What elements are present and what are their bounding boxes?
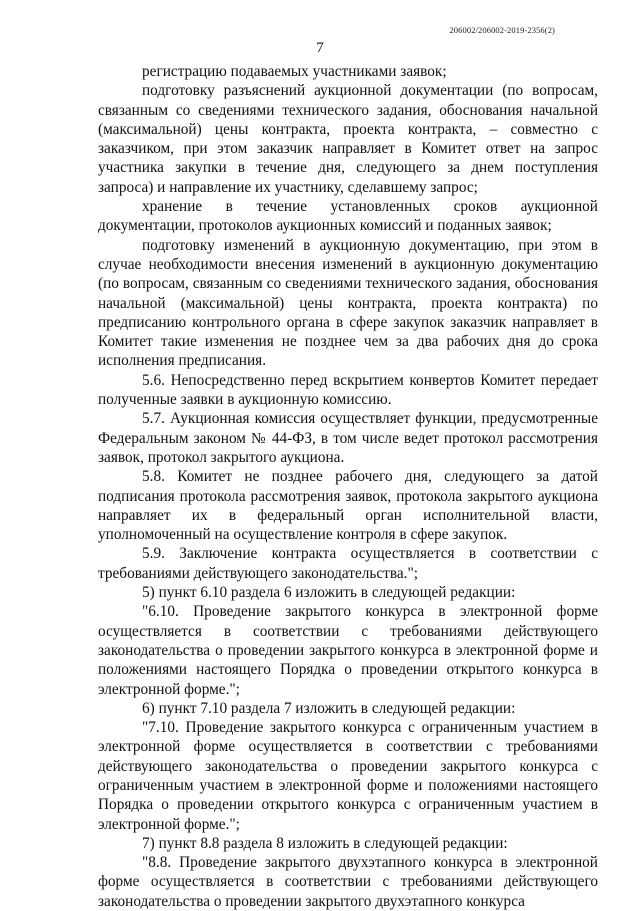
paragraph-clarifications: подготовку разъяснений аукционной документации (по вопросам, связанным со сведениями технического задания, обоснования начальной (максимальной) цены контракта, проекта контракта, – совместно с заказчиком, при этом заказчик направляет в Комитет ответ на запрос участника закупки в течение дня, следующего за днем поступления запроса) и направление их участнику, сделавшему запрос; (98, 82, 598, 196)
paragraph-5-9: 5.9. Заключение контракта осуществляется в соответствии с требованиями действующего законодательства."; (98, 545, 598, 582)
paragraph-5-8: 5.8. Комитет не позднее рабочего дня, следующего за датой подписания протокола рассмотрения заявок, протокола закрытого аукциона направляет их в федеральный орган исполнительной власти, уполномоченный на осуществление контроля в сфере закупок. (98, 468, 598, 544)
page-number: 7 (316, 40, 324, 56)
paragraph-amendments: подготовку изменений в аукционную документацию, при этом в случае необходимости внесения изменений в аукционную документацию (по вопросам, связанным со сведениями технического задания, обоснования начальной (максимальной) цены контракта, проекта контракта) по предписанию контрольного органа в сфере закупок заказчик направляет в Комитет такие изменения не позднее чем за два рабочих дня до срока исполнения предписания. (98, 236, 598, 370)
paragraph-item-5: 5) пункт 6.10 раздела 6 изложить в следующей редакции: (142, 584, 516, 602)
paragraph-5-7: 5.7. Аукционная комиссия осуществляет функции, предусмотренные Федеральным законом № 44-ФЗ, в том числе ведет протокол рассмотрения заявок, протокол закрытого аукциона. (98, 410, 598, 466)
paragraph-registration: регистрацию подаваемых участниками заявок; (142, 63, 447, 80)
document-body (98, 62, 598, 911)
document-number: 206002/206002-2019-2356(2) (449, 25, 555, 35)
paragraph-6-10: "6.10. Проведение закрытого конкурса в электронной форме осуществляется в соответствии с требованиями действующего законодательства о проведении закрытого конкурса в электронной форме и положениями настоящего Порядка о проведении открытого конкурса в электронной форме."; (98, 603, 598, 698)
paragraph-7-10: "7.10. Проведение закрытого конкурса с ограниченным участием в электронной форме осуществляется в соответствии с требованиями действующего законодательства о проведении закрытого конкурса с ограниченным участием в электронной форме и положениями настоящего Порядка о проведении открытого конкурса с ограниченным участием в электронной форме."; (98, 719, 598, 833)
paragraph-storage: хранение в течение установленных сроков аукционной документации, протоколов аукционных комиссий и поданных заявок; (98, 198, 598, 235)
paragraph-item-6: 6) пункт 7.10 раздела 7 изложить в следующей редакции: (142, 699, 516, 717)
paragraph-item-7: 7) пункт 8.8 раздела 8 изложить в следующей редакции: (142, 834, 508, 852)
paragraph-8-8: "8.8. Проведение закрытого двухэтапного конкурса в электронной форме осуществляется в соответствии с требованиями действующего законодательства о проведении закрытого двухэтапного конкурса (98, 854, 598, 910)
paragraph-5-6: 5.6. Непосредственно перед вскрытием конвертов Комитет передает полученные заявки в аукционную комиссию. (98, 371, 598, 409)
